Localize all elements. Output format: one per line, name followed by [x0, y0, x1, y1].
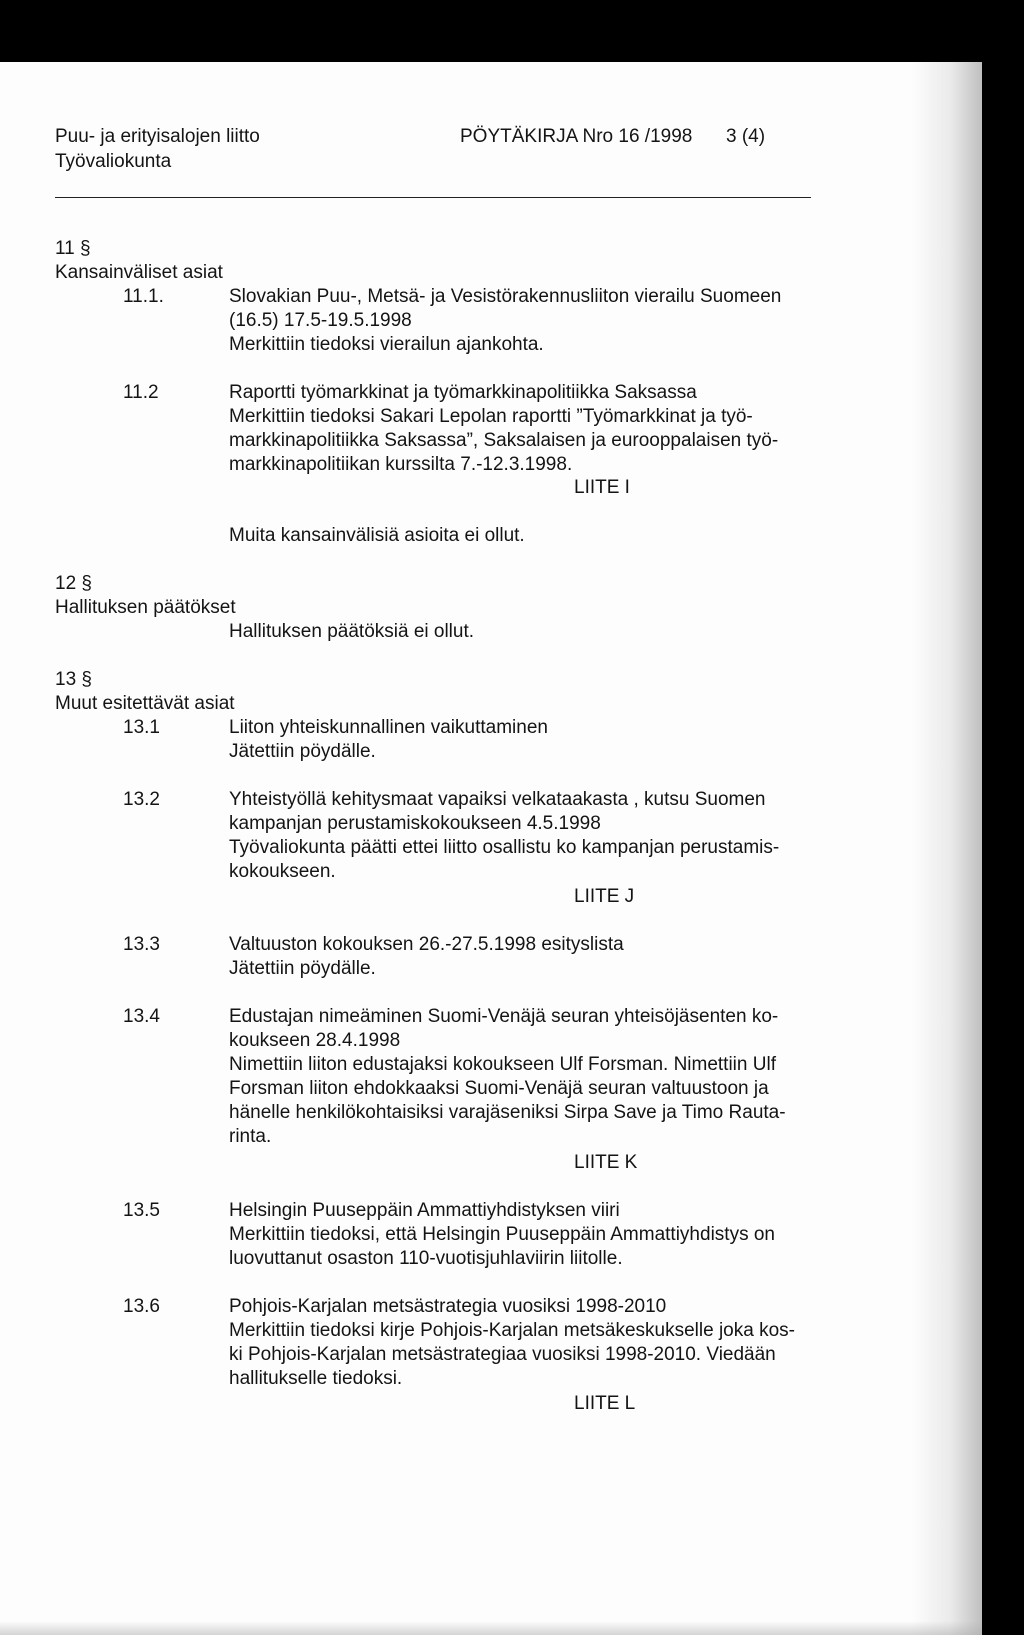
- item-13-3-line: Jätettiin pöydälle.: [229, 958, 376, 979]
- item-13-6-line: ki Pohjois-Karjalan metsästrategiaa vuosiksi 1998-2010. Viedään: [229, 1344, 776, 1365]
- item-11-1-title: Slovakian Puu-, Metsä- ja Vesistörakennusliiton vierailu Suomeen: [229, 286, 782, 307]
- item-13-2-line: Työvaliokunta päätti ettei liitto osallistu ko kampanjan perustamis-: [229, 837, 780, 858]
- section-13-number: 13 §: [55, 669, 92, 690]
- attachment-label: LIITE L: [574, 1393, 636, 1414]
- section-11-title: Kansainväliset asiat: [55, 262, 223, 283]
- item-13-5-line: Merkittiin tiedoksi, että Helsingin Puuseppäin Ammattiyhdistys on: [229, 1224, 775, 1245]
- scan-edge-shadow: [912, 62, 982, 1635]
- item-13-5-number: 13.5: [123, 1200, 160, 1221]
- header-doc-title: PÖYTÄKIRJA Nro 16 /1998: [460, 126, 693, 147]
- item-13-4-line: hänelle henkilökohtaisiksi varajäseniksi Sirpa Save ja Timo Rauta-: [229, 1102, 786, 1123]
- item-13-6-line: Merkittiin tiedoksi kirje Pohjois-Karjalan metsäkeskukselle joka kos-: [229, 1320, 795, 1341]
- item-13-5-line: luovuttanut osaston 110-vuotisjuhlaviirin liitolle.: [229, 1248, 623, 1269]
- item-13-2-title: Yhteistyöllä kehitysmaat vapaiksi velkataakasta , kutsu Suomen: [229, 789, 766, 810]
- header-divider: [55, 197, 811, 198]
- attachment-label: LIITE I: [574, 477, 630, 498]
- item-13-1-line: Jätettiin pöydälle.: [229, 741, 376, 762]
- item-13-6-title: Pohjois-Karjalan metsästrategia vuosiksi 1998-2010: [229, 1296, 667, 1317]
- header-page-number: 3 (4): [726, 126, 766, 147]
- item-13-4-line: rinta.: [229, 1126, 272, 1147]
- section-12-text: Hallituksen päätöksiä ei ollut.: [229, 621, 475, 642]
- section-11-other: Muita kansainvälisiä asioita ei ollut.: [229, 525, 525, 546]
- section-11-number: 11 §: [55, 238, 91, 259]
- item-11-2-title: Raportti työmarkkinat ja työmarkkinapolitiikka Saksassa: [229, 382, 697, 403]
- item-13-3-number: 13.3: [123, 934, 160, 955]
- item-13-5-title: Helsingin Puuseppäin Ammattiyhdistyksen viiri: [229, 1200, 620, 1221]
- item-11-2-line: markkinapolitiikan kurssilta 7.-12.3.1998.: [229, 454, 573, 475]
- item-13-1-number: 13.1: [123, 717, 160, 738]
- item-13-4-number: 13.4: [123, 1006, 160, 1027]
- document-page: [0, 62, 982, 1635]
- item-13-2-line: kampanjan perustamiskokoukseen 4.5.1998: [229, 813, 601, 834]
- item-13-3-title: Valtuuston kokouksen 26.-27.5.1998 esityslista: [229, 934, 624, 955]
- item-13-4-title: Edustajan nimeäminen Suomi-Venäjä seuran yhteisöjäsenten ko-: [229, 1006, 779, 1027]
- header-committee: Työvaliokunta: [55, 151, 172, 172]
- item-13-6-number: 13.6: [123, 1296, 160, 1317]
- item-11-2-line: Merkittiin tiedoksi Sakari Lepolan raportti ”Työmarkkinat ja työ-: [229, 406, 753, 427]
- item-11-1-number: 11.1.: [123, 286, 164, 307]
- section-12-title: Hallituksen päätökset: [55, 597, 236, 618]
- item-11-2-number: 11.2: [123, 382, 159, 403]
- item-11-2-line: markkinapolitiikka Saksassa”, Saksalaisen ja eurooppalaisen työ-: [229, 430, 779, 451]
- item-11-1-line: Merkittiin tiedoksi vierailun ajankohta.: [229, 334, 544, 355]
- item-11-1-line: (16.5) 17.5-19.5.1998: [229, 310, 412, 331]
- scan-bottom-shadow: [0, 1621, 982, 1635]
- section-13-title: Muut esitettävät asiat: [55, 693, 235, 714]
- item-13-4-line: koukseen 28.4.1998: [229, 1030, 401, 1051]
- item-13-2-line: kokoukseen.: [229, 861, 336, 882]
- item-13-6-line: hallitukselle tiedoksi.: [229, 1368, 403, 1389]
- section-12-number: 12 §: [55, 573, 92, 594]
- attachment-label: LIITE K: [574, 1152, 638, 1173]
- item-13-1-title: Liiton yhteiskunnallinen vaikuttaminen: [229, 717, 548, 738]
- item-13-4-line: Forsman liiton ehdokkaaksi Suomi-Venäjä seuran valtuustoon ja: [229, 1078, 769, 1099]
- header-organization: Puu- ja erityisalojen liitto: [55, 126, 260, 147]
- item-13-4-line: Nimettiin liiton edustajaksi kokoukseen Ulf Forsman. Nimettiin Ulf: [229, 1054, 776, 1075]
- item-13-2-number: 13.2: [123, 789, 160, 810]
- attachment-label: LIITE J: [574, 886, 635, 907]
